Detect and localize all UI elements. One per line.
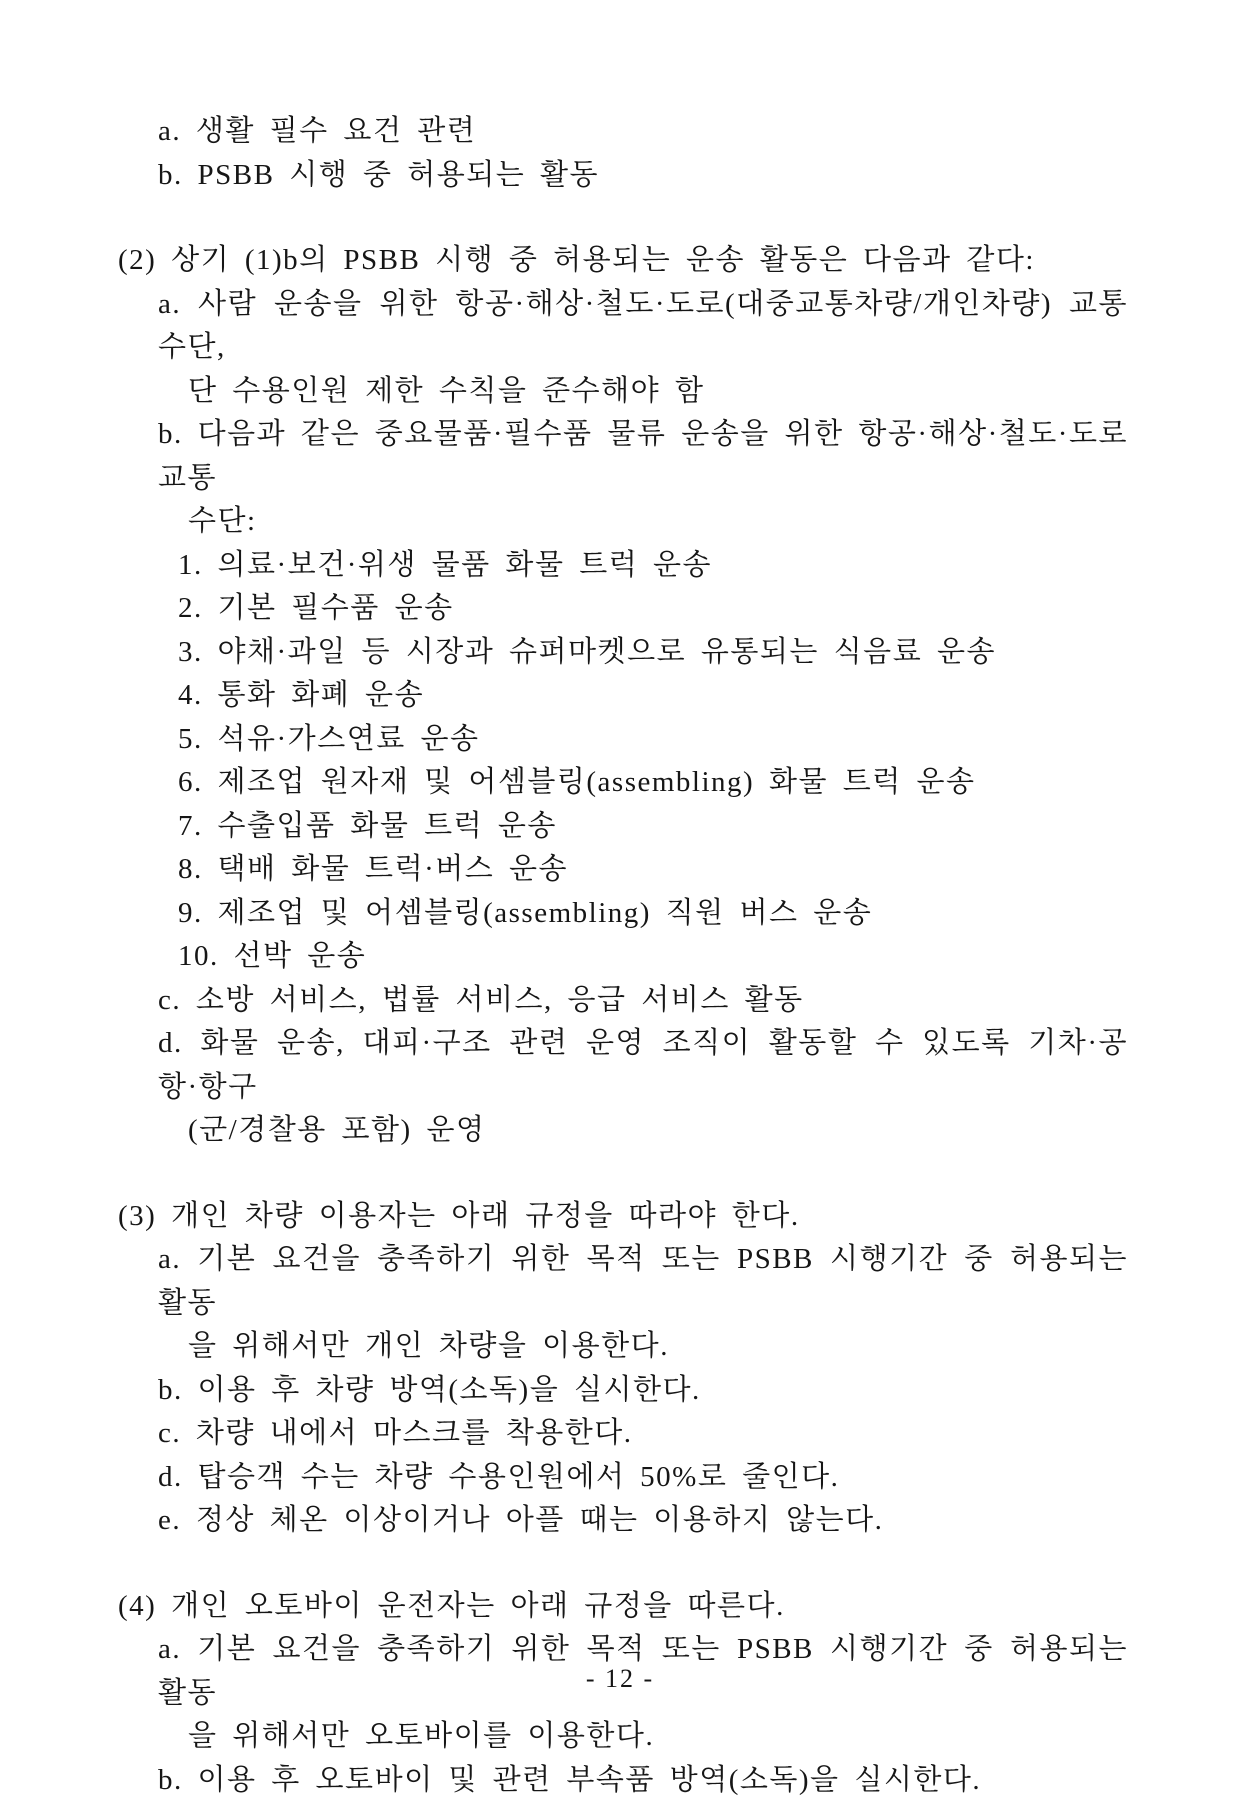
text-line: 10. 선박 운송 [118,935,1128,979]
text-line: 을 위해서만 개인 차량을 이용한다. [118,1325,1128,1369]
page-number: - 12 - [0,1664,1240,1694]
text-line: (군/경찰용 포함) 운영 [118,1109,1128,1153]
text-line: a. 기본 요건을 충족하기 위한 목적 또는 PSBB 시행기간 중 허용되는 활동 [118,1628,1128,1715]
text-line: (3) 개인 차량 이용자는 아래 규정을 따라야 한다. [118,1195,1128,1239]
text-line: d. 탑승객 수는 차량 수용인원에서 50%로 줄인다. [118,1456,1128,1500]
text-line: 2. 기본 필수품 운송 [118,587,1128,631]
text-line: (4) 개인 오토바이 운전자는 아래 규정을 따른다. [118,1585,1128,1629]
text-line: 7. 수출입품 화물 트럭 운송 [118,805,1128,849]
text-line: a. 기본 요건을 충족하기 위한 목적 또는 PSBB 시행기간 중 허용되는 활동 [118,1238,1128,1325]
document-body [118,110,1128,1802]
text-line: d. 화물 운송, 대피·구조 관련 운영 조직이 활동할 수 있도록 기차·공항·항구 [118,1022,1128,1109]
text-line: 단 수용인원 제한 수칙을 준수해야 함 [118,370,1128,414]
text-line: 5. 석유·가스연료 운송 [118,718,1128,762]
text-line: 을 위해서만 오토바이를 이용한다. [118,1715,1128,1759]
text-line: 1. 의료·보건·위생 물품 화물 트럭 운송 [118,544,1128,588]
text-line: 수단: [118,500,1128,544]
text-line: b. 다음과 같은 중요물품·필수품 물류 운송을 위한 항공·해상·철도·도로 교통 [118,413,1128,500]
text-line: a. 생활 필수 요건 관련 [118,110,1128,154]
text-line: b. 이용 후 차량 방역(소독)을 실시한다. [118,1369,1128,1413]
text-line: c. 소방 서비스, 법률 서비스, 응급 서비스 활동 [118,979,1128,1023]
text-line: 3. 야채·과일 등 시장과 슈퍼마켓으로 유통되는 식음료 운송 [118,631,1128,675]
text-line: b. PSBB 시행 중 허용되는 활동 [118,154,1128,198]
text-line: 6. 제조업 원자재 및 어셈블링(assembling) 화물 트럭 운송 [118,761,1128,805]
text-line: (2) 상기 (1)b의 PSBB 시행 중 허용되는 운송 활동은 다음과 같다: [118,239,1128,283]
text-line: 9. 제조업 및 어셈블링(assembling) 직원 버스 운송 [118,892,1128,936]
text-line: 4. 통화 화폐 운송 [118,674,1128,718]
text-line: a. 사람 운송을 위한 항공·해상·철도·도로(대중교통차량/개인차량) 교통수단, [118,283,1128,370]
text-line: b. 이용 후 오토바이 및 관련 부속품 방역(소독)을 실시한다. [118,1759,1128,1802]
text-line: 8. 택배 화물 트럭·버스 운송 [118,848,1128,892]
text-line: e. 정상 체온 이상이거나 아플 때는 이용하지 않는다. [118,1499,1128,1543]
text-line: c. 차량 내에서 마스크를 착용한다. [118,1412,1128,1456]
